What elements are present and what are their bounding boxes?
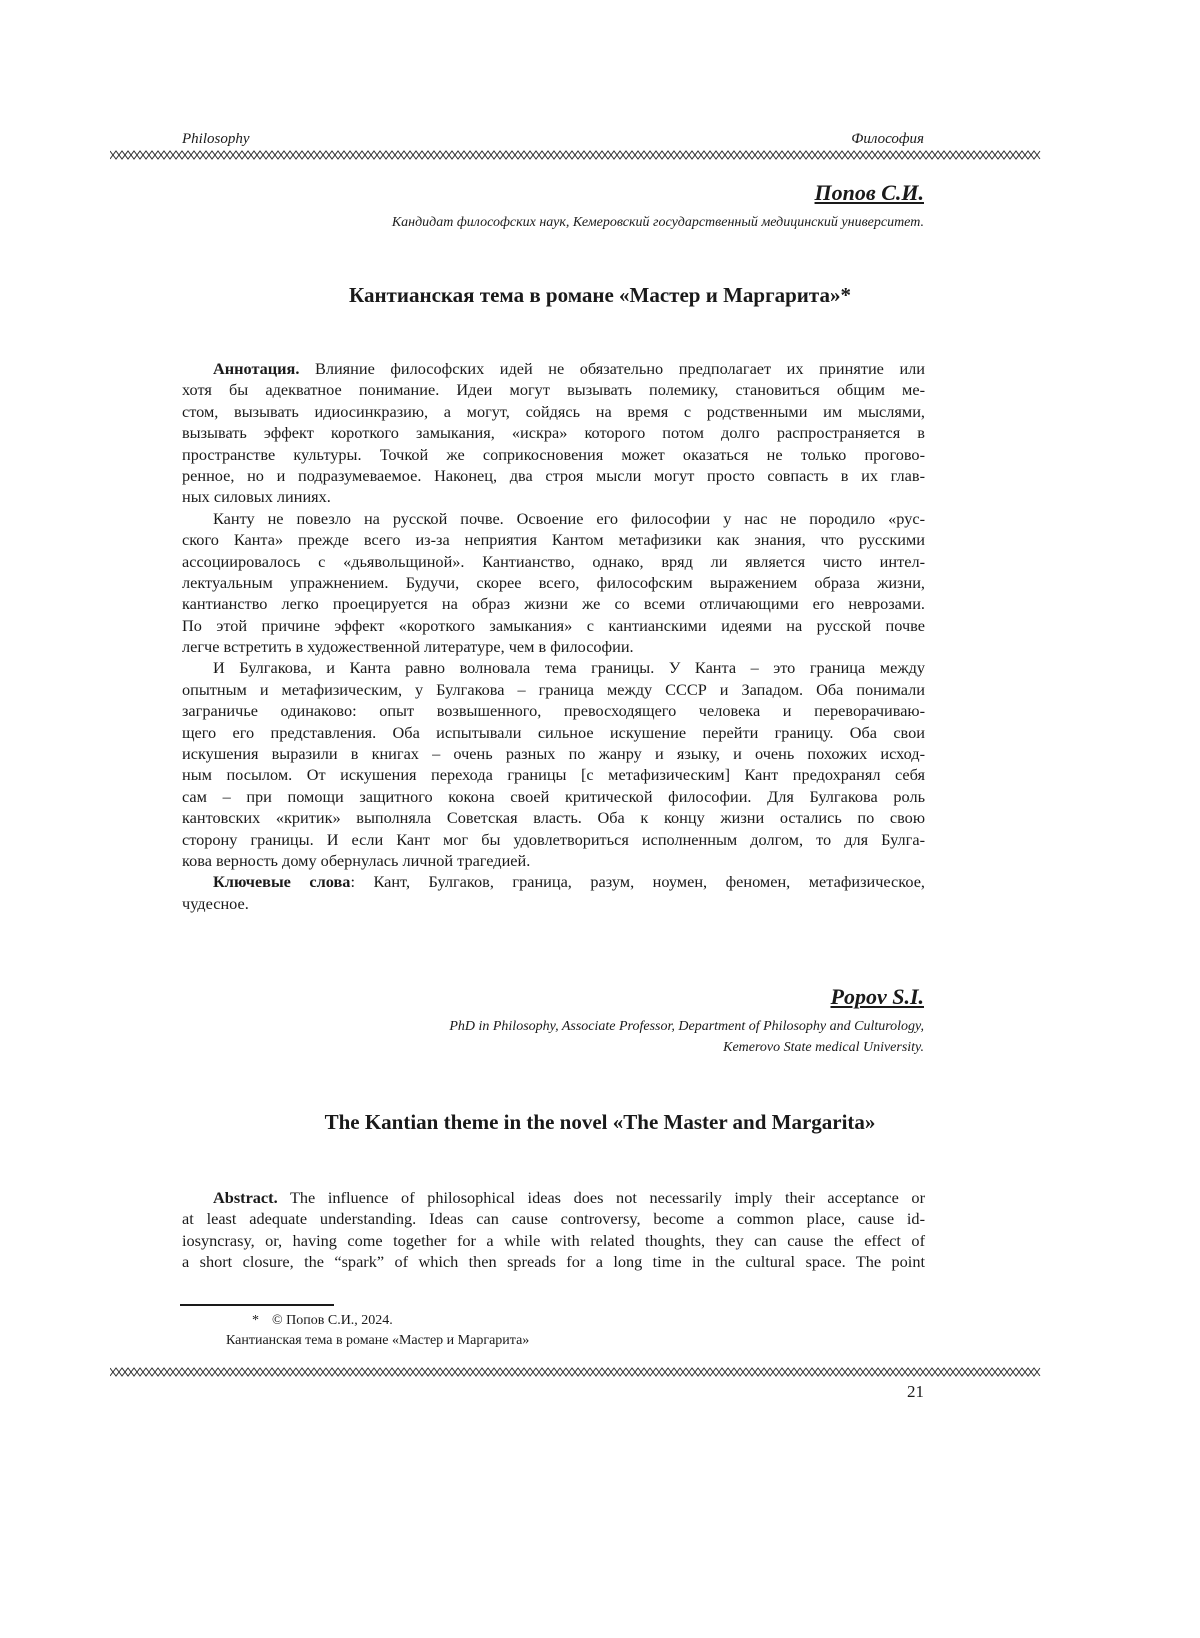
author-name-ru: Попов С.И. — [815, 180, 924, 206]
footnote-title: Кантианская тема в романе «Мастер и Маргарита» — [226, 1331, 529, 1351]
text-line — [182, 1208, 925, 1229]
text-line — [182, 358, 925, 379]
text-line — [182, 636, 925, 657]
text-line — [182, 807, 925, 828]
text-line — [182, 593, 925, 614]
footnote-marker: * — [252, 1311, 259, 1331]
abstract-en — [182, 1187, 925, 1273]
author-affiliation-en — [449, 1016, 924, 1058]
text-line-content: вызывать эффект короткого замыкания, «искра» которого потом долго распространяется в — [182, 423, 925, 442]
text-line — [182, 444, 925, 465]
text-line-content: ным посылом. От искушения перехода границы [с метафизическим] Кант предохранял себя — [182, 765, 925, 784]
text-line-content: стом, вызывать идиосинкразию, а могут, сойдясь на время с родственными им мыслями, — [182, 402, 925, 421]
text-line-content: Влияние философских идей не обязательно предполагает их принятие или — [299, 359, 925, 378]
text-line-content: пространстве культуры. Точкой же соприкосновения может оказаться не только прогово- — [182, 445, 925, 464]
text-line — [182, 379, 925, 400]
text-line-content: По этой причине эффект «короткого замыкания» с кантианскими идеями на русской почве — [182, 616, 925, 635]
keywords — [182, 871, 925, 914]
text-line-content: кантовских «критик» выполняла Советская власть. Оба к концу жизни остались по свою — [182, 808, 925, 827]
text-line-content: щего его представления. Оба испытывали сильное искушение перейти границу. Оба свои — [182, 723, 925, 742]
text-line-content: искушения выразили в книгах – очень разных по жанру и языку, и очень похожих исход- — [182, 744, 925, 763]
text-line — [182, 572, 925, 593]
abstract-paragraph-2 — [182, 508, 925, 658]
text-line — [182, 615, 925, 636]
text-line-content: чудесное. — [182, 894, 249, 913]
text-line — [182, 529, 925, 550]
running-header-left: Philosophy — [182, 131, 250, 148]
text-line-content: хотя бы адекватное понимание. Идеи могут вызывать полемику, становиться общим ме- — [182, 380, 925, 399]
affiliation-line: Kemerovo State medical University. — [449, 1037, 924, 1058]
text-line-content: сторону границы. И если Кант мог бы удовлетвориться исполненным долгом, то для Булга- — [182, 830, 925, 849]
text-line — [182, 401, 925, 422]
text-line-content: iosyncrasy, or, having come together for a while with related thoughts, they can cause the effect of — [182, 1231, 925, 1250]
text-line — [182, 486, 925, 507]
text-line — [182, 850, 925, 871]
text-line — [182, 679, 925, 700]
abstract-ru — [182, 358, 925, 914]
text-line — [182, 743, 925, 764]
text-line — [182, 657, 925, 678]
text-line — [182, 700, 925, 721]
text-line-content: : Кант, Булгаков, граница, разум, ноумен, феномен, метафизическое, — [350, 872, 925, 891]
text-line — [182, 829, 925, 850]
article-title-ru: Кантианская тема в романе «Мастер и Маргарита»* — [0, 283, 1200, 308]
bold-label: Ключевые слова — [213, 872, 350, 891]
document-page — [0, 0, 1200, 1638]
bold-label: Abstract. — [213, 1188, 278, 1207]
abstract-paragraph-1 — [182, 358, 925, 508]
abstract-paragraph-3 — [182, 657, 925, 871]
text-line-content: сам – при помощи защитного кокона своей критической философии. Для Булгакова роль — [182, 787, 925, 806]
text-line-content: The influence of philosophical ideas does not necessarily imply their acceptance or — [278, 1188, 925, 1207]
text-line — [182, 893, 925, 914]
text-line-content: ассоциировалось с «дьявольщиной». Кантианство, однако, вряд ли является чисто интел- — [182, 552, 925, 571]
decorative-border-bottom — [110, 1367, 1042, 1377]
text-line — [182, 508, 925, 529]
text-line — [182, 1230, 925, 1251]
footnote-rule — [180, 1304, 334, 1306]
affiliation-line: PhD in Philosophy, Associate Professor, Department of Philosophy and Culturology, — [449, 1016, 924, 1037]
text-line-content: И Булгакова, и Канта равно волновала тема границы. У Канта – это граница между — [213, 658, 925, 677]
decorative-border-top — [110, 150, 1042, 160]
text-line-content: кова верность дому обернулась личной трагедией. — [182, 851, 530, 870]
running-header-right: Философия — [851, 131, 924, 148]
text-line-content: at least adequate understanding. Ideas can cause controversy, become a common place, cause id- — [182, 1209, 925, 1228]
text-line — [182, 422, 925, 443]
footnote-copyright: © Попов С.И., 2024. — [272, 1311, 393, 1331]
text-line-content: Канту не повезло на русской почве. Освоение его философии у нас не породило «рус- — [213, 509, 925, 528]
bold-label: Аннотация. — [213, 359, 299, 378]
text-line-content: легче встретить в художественной литературе, чем в философии. — [182, 637, 634, 656]
text-line — [182, 871, 925, 892]
author-affiliation-ru: Кандидат философских наук, Кемеровский государственный медицинский университет. — [392, 212, 924, 233]
text-line — [182, 786, 925, 807]
text-line-content: ского Канта» прежде всего из-за неприятия Кантом метафизики как знания, что русскими — [182, 530, 925, 549]
text-line-content: лектуальным упражнением. Будучи, скорее всего, философским выражением образа жизни, — [182, 573, 925, 592]
text-line — [182, 1187, 925, 1208]
text-line — [182, 1251, 925, 1272]
article-title-en: The Kantian theme in the novel «The Master and Margarita» — [0, 1110, 1200, 1135]
text-line — [182, 722, 925, 743]
text-line-content: опытным и метафизическим, у Булгакова – граница между СССР и Западом. Оба понимали — [182, 680, 925, 699]
text-line-content: ных силовых линиях. — [182, 487, 331, 506]
text-line — [182, 764, 925, 785]
text-line-content: ренное, но и подразумеваемое. Наконец, два строя мысли могут просто совпасть в их глав- — [182, 466, 925, 485]
text-line — [182, 551, 925, 572]
text-line-content: кантианство легко проецируется на образ жизни же со всеми отличающими его неврозами. — [182, 594, 925, 613]
author-name-en: Popov S.I. — [831, 984, 925, 1010]
text-line-content: заграничье одинаково: опыт возвышенного, превосходящего человека и переворачиваю- — [182, 701, 925, 720]
page-number: 21 — [907, 1382, 924, 1402]
abstract-paragraph-en — [182, 1187, 925, 1273]
text-line-content: a short closure, the “spark” of which then spreads for a long time in the cultural space. The point — [182, 1252, 925, 1271]
text-line — [182, 465, 925, 486]
